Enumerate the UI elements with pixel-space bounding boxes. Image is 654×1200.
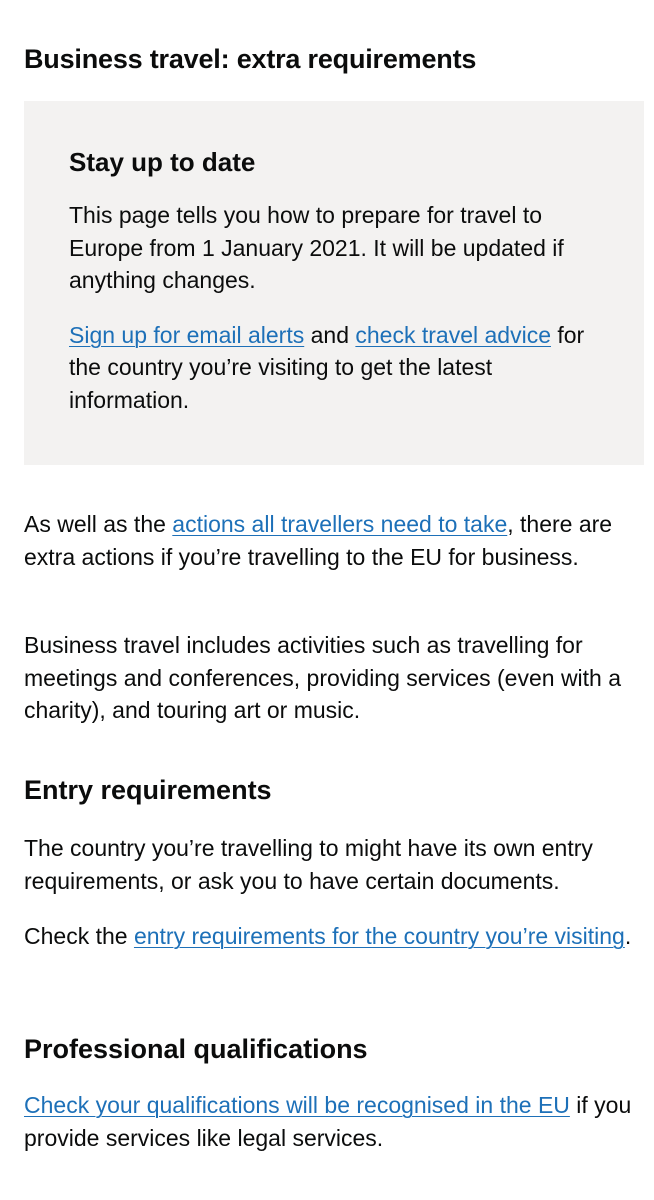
check-prefix: Check the <box>24 923 134 949</box>
check-qualifications-link[interactable]: Check your qualifications will be recognised in the EU <box>24 1092 570 1118</box>
actions-all-travellers-link[interactable]: actions all travellers need to take <box>172 511 508 537</box>
callout-and-text: and <box>304 321 356 348</box>
callout-links-paragraph <box>69 319 599 417</box>
business-travel-paragraph: Business travel includes activities such as travelling for meetings and conferences, providing services (even with a charity), and touring art or music. <box>24 632 622 723</box>
callout-intro-text: This page tells you how to prepare for travel to Europe from 1 January 2021. It will be updated if anything changes. <box>69 202 564 293</box>
check-suffix: . <box>624 923 632 949</box>
professional-qualifications-heading: Professional qualifications <box>24 1034 368 1064</box>
entry-requirements-link[interactable]: entry requirements for the country you’re visiting <box>133 923 625 949</box>
travel-advice-link[interactable]: check travel advice <box>355 321 551 348</box>
intro-suffix: , there are extra actions if you’re travelling to the EU for business. <box>24 511 613 570</box>
qualifications-paragraph <box>24 1089 644 1154</box>
entry-requirements-heading: Entry requirements <box>24 775 272 805</box>
page-title: Business travel: extra requirements <box>24 44 477 74</box>
callout-tail-text: for the country you’re visiting to get the latest information. <box>69 321 585 413</box>
callout-heading: Stay up to date <box>69 147 256 177</box>
entry-requirements-paragraph: The country you’re travelling to might have its own entry requirements, or ask you to have certain documents. <box>24 835 593 894</box>
email-alerts-link[interactable]: Sign up for email alerts <box>69 321 305 348</box>
stay-up-to-date-callout <box>24 101 644 465</box>
intro-prefix: As well as the <box>24 511 173 537</box>
intro-paragraph <box>24 508 644 573</box>
check-entry-requirements-paragraph <box>24 920 644 953</box>
qualifications-suffix: if you provide services like legal services. <box>24 1092 632 1151</box>
